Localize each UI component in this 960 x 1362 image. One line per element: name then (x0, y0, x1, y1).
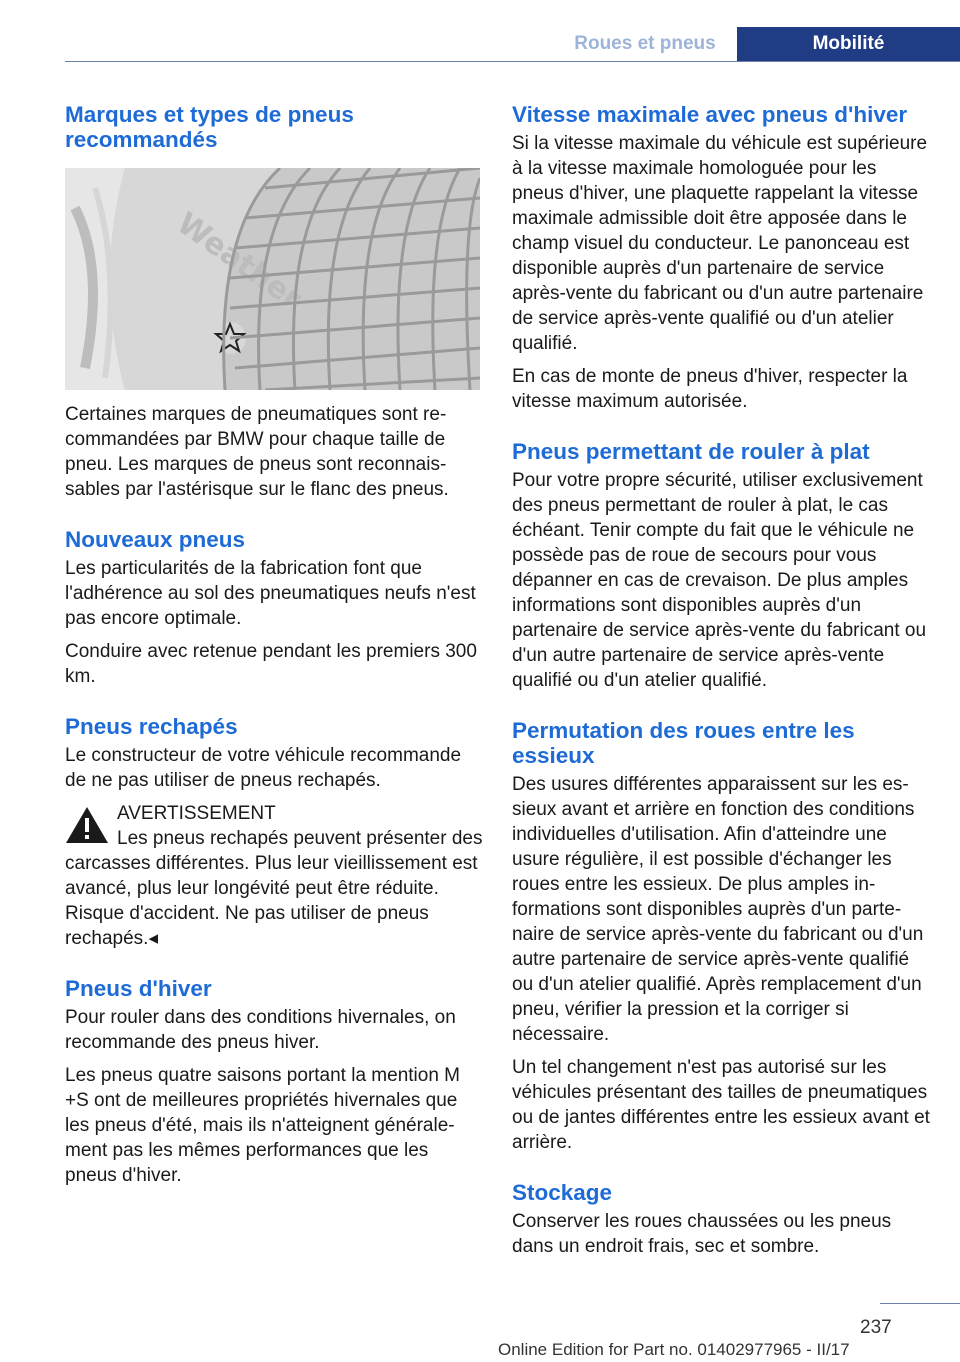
heading-retreaded-tyres: Pneus rechapés (65, 714, 238, 739)
right-column (512, 102, 932, 1267)
paragraph-winter-tyres-2: Les pneus quatre saisons portant la mention M +S ont de meilleures propriétés hivernales que les pneus d'été, mais ils n'atteignent généralement pas les mêmes performances que les pneus d'hiver. (65, 1065, 461, 1186)
header-chapter-tab[interactable]: Mobilité (737, 27, 960, 62)
paragraph-max-speed-1: Si la vitesse maximale du véhicule est supérieure à la vitesse maximale homologuée pour les pneus d'hiver, une plaquette rappelant la vitesse maximale admissible doit être apposée dans le champ visuel du conducteur. Le panonceau est disponible auprès d'un partenaire de service après-vente du fabricant ou d'un autre partenaire de service après-vente qualifié ou d'un atelier qualifié. (512, 133, 928, 354)
warning-text: Les pneus rechapés peuvent présenter des carcasses différentes. Plus leur vieillissement est avancé, plus leur longévité peut être réduite. Risque d'accident. Ne pas utiliser de pneus rechapés.◂ (65, 828, 483, 949)
footer-rule (880, 1303, 960, 1304)
header-rule (65, 61, 960, 62)
paragraph-max-speed-2: En cas de monte de pneus d'hiver, respecter la vitesse maximum autorisée. (512, 366, 908, 412)
heading-new-tyres: Nouveaux pneus (65, 527, 246, 552)
heading-recommended-tyres: Marques et types de pneus recommandés (65, 102, 354, 152)
paragraph-storage: Conserver les roues chaussées ou les pneus dans un endroit frais, sec et sombre. (512, 1211, 892, 1257)
paragraph-retreaded-tyres: Le constructeur de votre véhicule recommande de ne pas utiliser de pneus rechapés. (65, 745, 462, 791)
paragraph-new-tyres-2: Conduire avec retenue pendant les premiers 300 km. (65, 641, 477, 687)
paragraph-new-tyres-1: Les particularités de la fabrication font que l'adhérence au sol des pneumatiques neufs n'est pas encore optimale. (65, 558, 476, 629)
paragraph-recommended-tyres: Certaines marques de pneumatiques sont recommandées par BMW pour chaque taille de pneu. Les marques de pneus sont reconnaissables par l'astérisque sur le flanc des pneus. (65, 404, 449, 500)
heading-winter-tyres: Pneus d'hiver (65, 976, 212, 1001)
page-number: 237 (860, 1317, 892, 1338)
paragraph-wheel-rotation-2: Un tel changement n'est pas autorisé sur les véhicules présentant des tailles de pneumatiques ou de jantes différentes entre les essieux avant et arrière. (512, 1057, 930, 1153)
left-column (65, 102, 485, 1196)
heading-max-speed-winter: Vitesse maximale avec pneus d'hiver (512, 102, 908, 127)
warning-box (65, 801, 485, 951)
header-section-tab[interactable]: Roues et pneus (555, 27, 735, 62)
warning-triangle-icon (65, 805, 109, 845)
paragraph-wheel-rotation-1: Des usures différentes apparaissent sur les essieux avant et arrière en fonction des conditions individuelles d'utilisation. Afin d'atteindre une usure régulière, il est possible d'échanger les roues entre les essieux. De plus amples informations sont disponibles auprès d'un partenaire de service après-vente du fabricant ou d'un autre partenaire de service après-vente qualifié ou d'un atelier qualifié. Après remplacement d'un pneu, vérifier la pression et la corriger si nécessaire. (512, 774, 924, 1045)
heading-storage: Stockage (512, 1180, 613, 1205)
heading-run-flat-tyres: Pneus permettant de rouler à plat (512, 439, 870, 464)
paragraph-winter-tyres-1: Pour rouler dans des conditions hivernales, on recommande des pneus hiver. (65, 1007, 456, 1053)
heading-wheel-rotation: Permutation des roues entre les essieux (512, 718, 855, 768)
tyre-image (65, 168, 480, 390)
paragraph-run-flat: Pour votre propre sécurité, utiliser exclusivement des pneus permettant de rouler à plat, le cas échéant. Tenir compte du fait que le véhicule ne possède pas de roue de secours pour vous dépanner en cas de crevaison. De plus amples informations sont disponibles auprès d'un partenaire de service après-vente du fabricant ou d'un autre partenaire de service après-vente qualifié ou d'un atelier qualifié. (512, 470, 927, 691)
sidewall-text: Weather (170, 205, 308, 317)
edition-footer: Online Edition for Part no. 01402977965 - II/17 (498, 1340, 850, 1359)
tyre-illustration (65, 168, 480, 390)
warning-title: AVERTISSEMENT (117, 803, 276, 824)
